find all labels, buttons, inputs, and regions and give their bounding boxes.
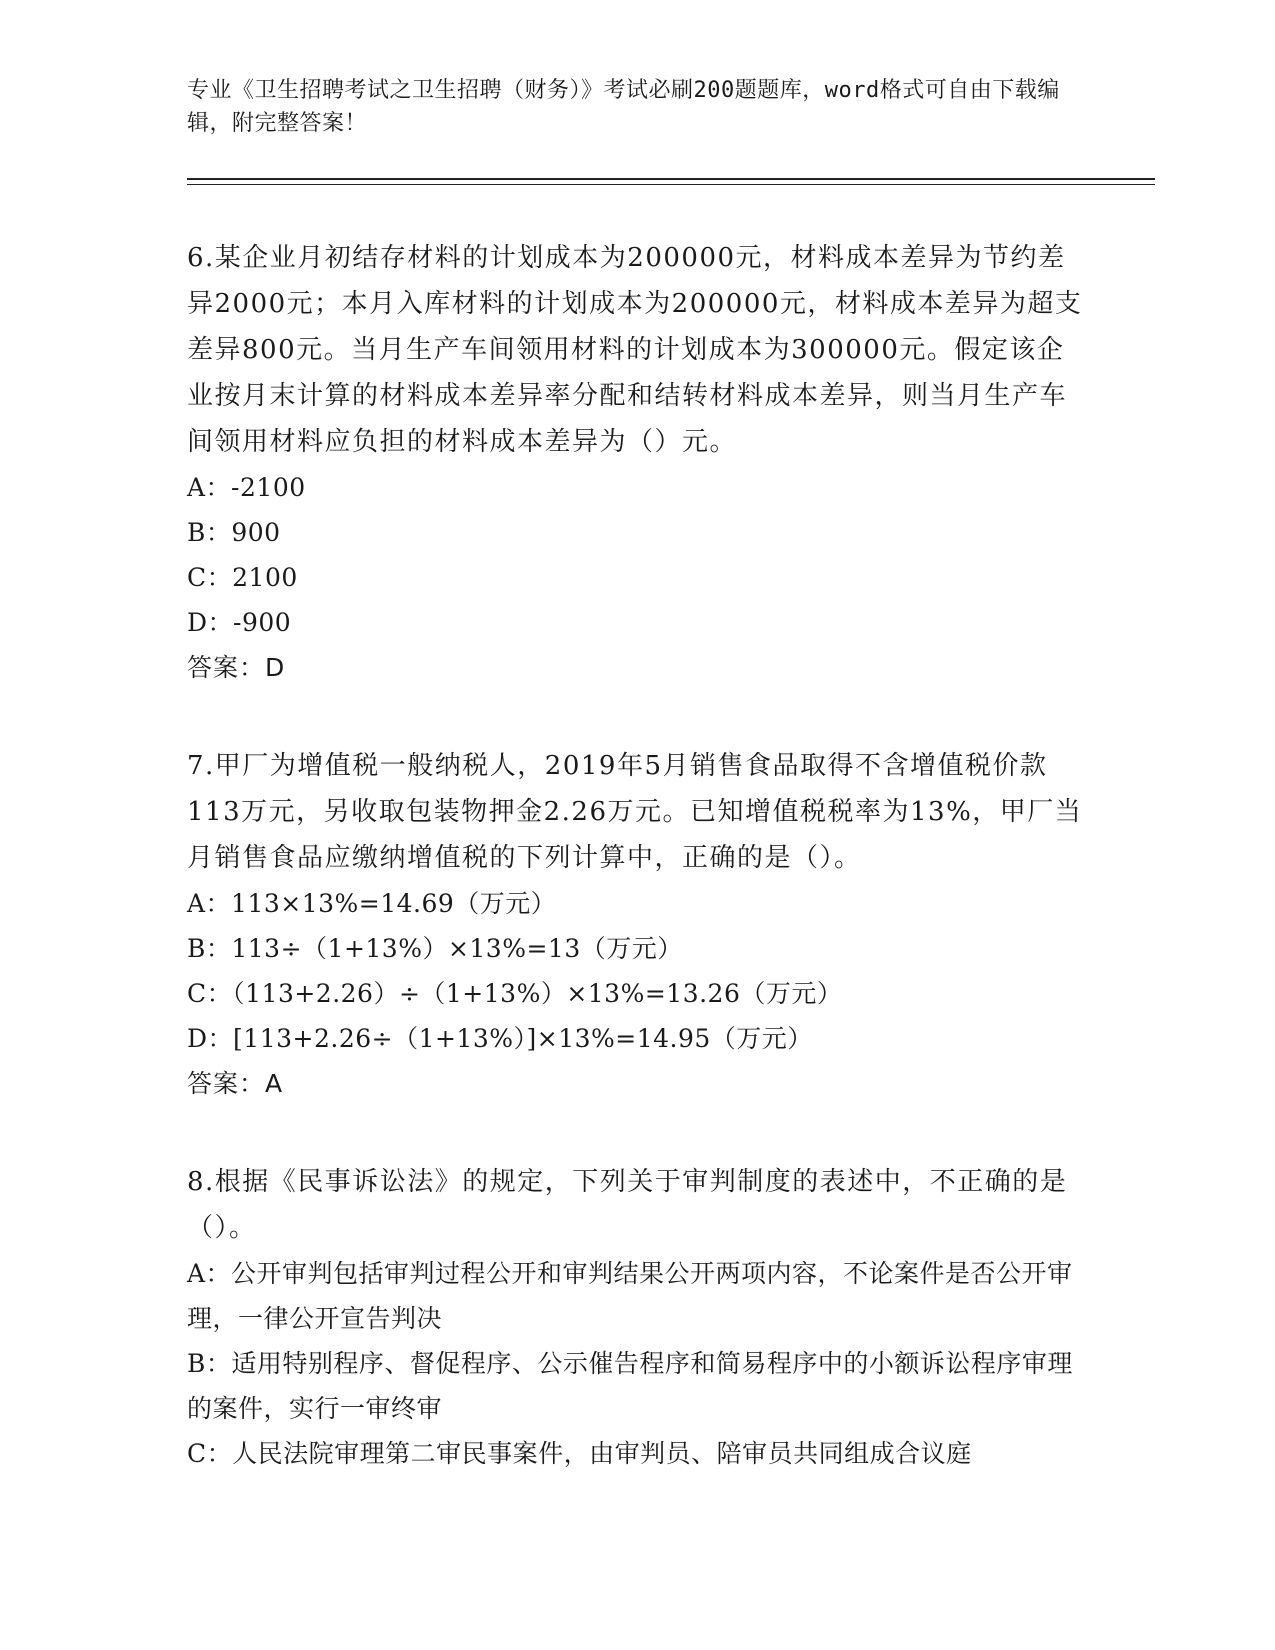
question-6 xyxy=(187,235,1087,691)
option-c: C：人民法院审理第二审民事案件，由审判员、陪审员共同组成合议庭 xyxy=(187,1439,972,1468)
option-d: D：-900 xyxy=(187,608,292,637)
question-stem: 6.某企业月初结存材料的计划成本为200000元，材料成本差异为节约差异2000元；本月入库材料的计划成本为200000元，材料成本差异为超支差异800元。当月生产车间领用材料的计划成本为300000元。假定该企业按月末计算的材料成本差异率分配和结转材料成本差异，则当月生产车间领用材料应负担的材料成本差异为（）元。 xyxy=(187,243,1083,457)
answer-line: 答案：A xyxy=(187,1069,284,1098)
option-c: C：2100 xyxy=(187,563,298,592)
header-divider-thick xyxy=(187,178,1155,180)
option-a: A：公开审判包括审判过程公开和审判结果公开两项内容，不论案件是否公开审理，一律公开宣告判决 xyxy=(187,1259,1073,1333)
document-header: 专业《卫生招聘考试之卫生招聘（财务）》考试必刷200题题库，word格式可自由下载编辑，附完整答案！ xyxy=(187,78,1060,136)
questions-list xyxy=(187,235,1087,1528)
question-7 xyxy=(187,743,1087,1107)
option-a: A：-2100 xyxy=(187,473,306,502)
option-c: C：（113+2.26）÷（1+13%）×13%=13.26（万元） xyxy=(187,979,843,1008)
option-b: B：900 xyxy=(187,518,281,547)
answer-line: 答案：D xyxy=(187,653,286,682)
question-stem: 8.根据《民事诉讼法》的规定，下列关于审判制度的表述中，不正确的是（）。 xyxy=(187,1167,1068,1243)
header-divider-thin xyxy=(187,184,1155,185)
question-stem: 7.甲厂为增值税一般纳税人，2019年5月销售食品取得不含增值税价款113万元，另收取包装物押金2.26万元。已知增值税税率为13%，甲厂当月销售食品应缴纳增值税的下列计算中，正确的是（）。 xyxy=(187,751,1083,873)
option-d: D：[113+2.26÷（1+13%）]×13%=14.95（万元） xyxy=(187,1024,813,1053)
option-b: B：113÷（1+13%）×13%=13（万元） xyxy=(187,934,683,963)
question-8 xyxy=(187,1159,1087,1476)
option-a: A：113×13%=14.69（万元） xyxy=(187,889,557,918)
option-b: B：适用特别程序、督促程序、公示催告程序和简易程序中的小额诉讼程序审理的案件，实行一审终审 xyxy=(187,1349,1073,1423)
